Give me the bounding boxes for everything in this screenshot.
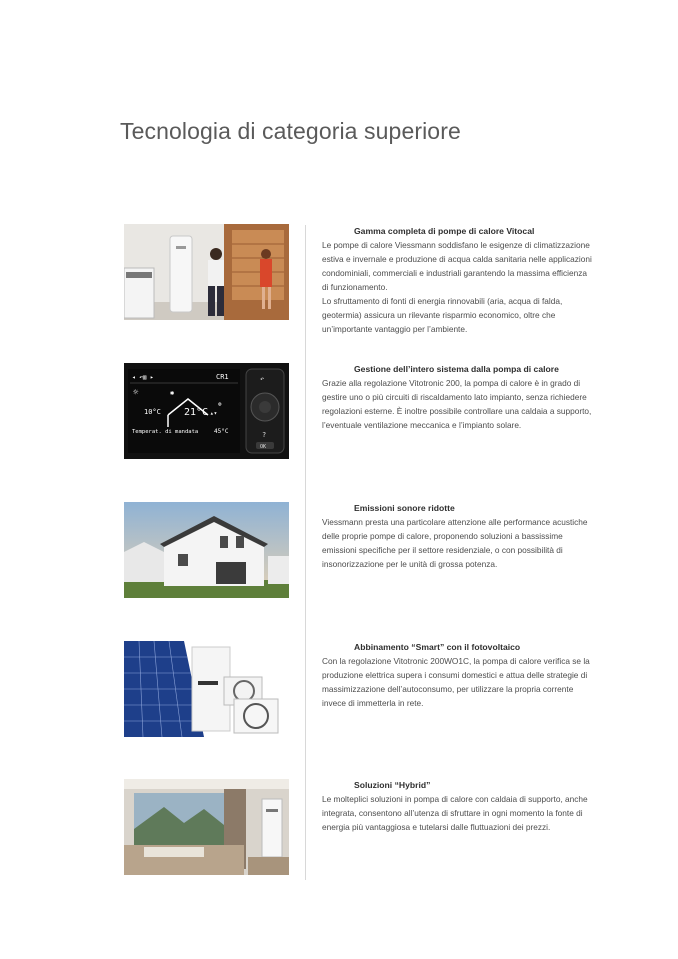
- house-exterior-photo: [124, 502, 289, 598]
- section-paragraph: Le molteplici soluzioni in pompa di calore con caldaia di supporto, anche integrata, consentono all’utenza di sfruttare in ogni momento la fonte di energia più vantaggiosa e tutelarsi dalle fluttuazioni dei prezzi.: [322, 794, 588, 832]
- flow-temp-value: 45°C: [214, 428, 229, 435]
- interior-photo: [124, 779, 289, 875]
- section-paragraph: Grazie alla regolazione Vitotronic 200, la pompa di calore è in grado di gestire uno o più circuiti di riscaldamento lato impianto, senza richiedere regolazioni esterne. È inoltre possibile controllare una caldaia a supporto, l’eventuale ventilazione meccanica e l’impianto solare.: [322, 378, 592, 430]
- section-text: [322, 501, 592, 571]
- heat-pump-room-photo: [124, 224, 289, 320]
- section-text: [322, 224, 592, 336]
- flow-temp-label: Temperat. di mandata: [132, 429, 199, 435]
- circuit-label: CR1: [216, 373, 229, 381]
- section-paragraph: Le pompe di calore Viessmann soddisfano le esigenze di climatizzazione estiva e invernale e produzione di acqua calda sanitaria nelle applicazioni condominiali, commerciali e industriali garantendo la massima efficienza di funzionamento.: [322, 240, 592, 292]
- sun-icon: ☼: [133, 388, 139, 398]
- section-paragraph: Lo sfruttamento di fonti di energia rinnovabili (aria, acqua di falda, geotermia) assicura un rilevante risparmio economico, oltre che un’importante vantaggio per l’ambiente.: [322, 296, 563, 334]
- help-button[interactable]: ?: [262, 431, 267, 439]
- section-text: [322, 778, 592, 834]
- section-text: [322, 640, 592, 710]
- section-paragraph: Con la regolazione Vitotronic 200WO1C, la pompa di calore verifica se la produzione elettrica supera i consumi domestici e attua delle strategie di massimizzazione dell’autoconsumo, per utilizzare la propria corrente invece di immetterla in rete.: [322, 656, 590, 708]
- vertical-divider: [305, 225, 306, 880]
- ok-button[interactable]: OK: [260, 444, 267, 450]
- section-heading: Abbinamento “Smart” con il fotovoltaico: [354, 642, 521, 652]
- page-title: Tecnologia di categoria superiore: [120, 118, 461, 144]
- adjust-arrows-icon: ▴▾: [210, 410, 218, 417]
- section-heading: Gamma completa di pompe di calore Vitocal: [354, 226, 535, 236]
- set-temp: 21°C: [184, 407, 209, 418]
- section-paragraph: Viessmann presta una particolare attenzione alle performance acustiche delle proprie pompe di calore, proponendo soluzioni a bassissime emissioni specifiche per il settore residenziale, o con possibilità di insonorizzazione per le unità di grossa potenza.: [322, 517, 588, 569]
- mode-icon: ⊗: [218, 401, 222, 408]
- solar-panel-photo: [124, 641, 289, 737]
- section-text: [322, 362, 592, 432]
- section-heading: Emissioni sonore ridotte: [354, 503, 455, 513]
- snowflake-icon: ✱: [170, 389, 175, 397]
- outside-temp: 10°C: [144, 408, 161, 416]
- back-icon[interactable]: ↶: [260, 375, 265, 383]
- controller-display: [124, 363, 289, 459]
- nav-arrows-icon: ◂ ↶▥ ▸: [132, 374, 154, 381]
- section-heading: Soluzioni “Hybrid”: [354, 780, 431, 790]
- section-heading: Gestione dell’intero sistema dalla pompa di calore: [354, 364, 559, 374]
